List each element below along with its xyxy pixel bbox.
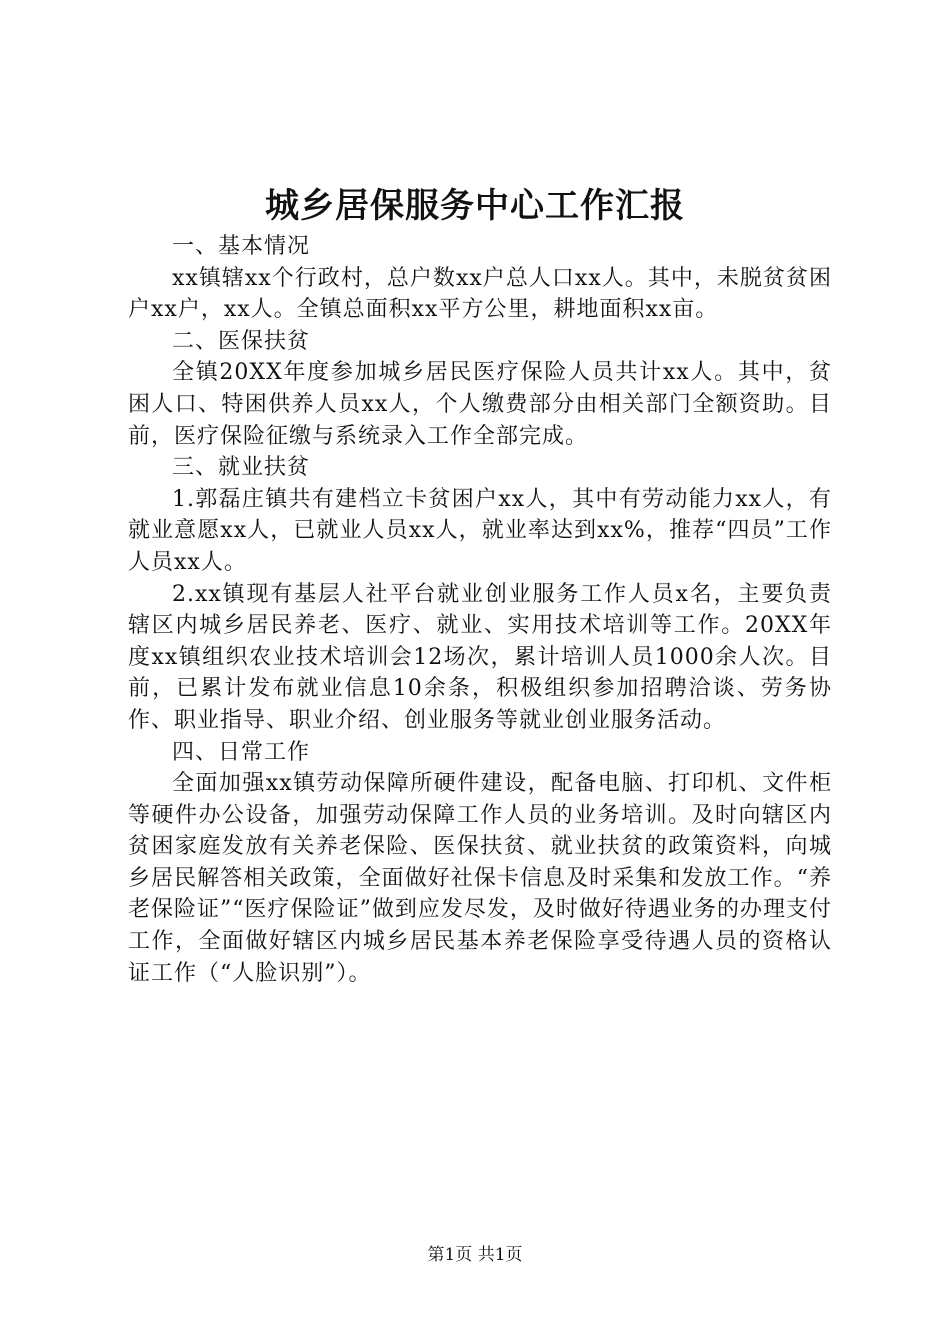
section-heading-basic-situation: 一、基本情况 <box>172 234 311 259</box>
section-heading-daily-work: 四、日常工作 <box>172 739 311 765</box>
page-footer: 第1页 共1页 <box>427 1245 523 1265</box>
section-heading-employment: 三、就业扶贫 <box>172 455 311 481</box>
paragraph-medical-insurance: 全镇20XX年度参加城乡居民医疗保险人员共计xx人。其中，贫困人口、特困供养人员xx人，个人缴费部分由相关部门全额资助。目前，医疗保险征缴与系统录入工作全部完成。 <box>128 360 832 449</box>
document-title: 城乡居保服务中心工作汇报 <box>265 186 685 226</box>
paragraph-employment-1: 1.郭磊庄镇共有建档立卡贫困户xx人，其中有劳动能力xx人，有就业意愿xx人，已就业人员xx人，就业率达到xx%，推荐“四员”工作人员xx人。 <box>128 486 832 575</box>
paragraph-basic-situation: xx镇辖xx个行政村，总户数xx户总人口xx人。其中，未脱贫贫困户xx户，xx人。全镇总面积xx平方公里，耕地面积xx亩。 <box>128 265 832 323</box>
section-heading-medical-insurance: 二、医保扶贫 <box>172 328 311 354</box>
paragraph-daily-work: 全面加强xx镇劳动保障所硬件建设，配备电脑、打印机、文件柜等硬件办公设备，加强劳动保障工作人员的业务培训。及时向辖区内贫困家庭发放有关养老保险、医保扶贫、就业扶贫的政策资料，向城乡居民解答相关政策，全面做好社保卡信息及时采集和发放工作。“养老保险证”“医疗保险证”做到应发尽发，及时做好待遇业务的办理支付工作，全面做好辖区内城乡居民基本养老保险享受待遇人员的资格认证工作（“人脸识别”）。 <box>128 771 832 986</box>
paragraph-employment-2: 2.xx镇现有基层人社平台就业创业服务工作人员x名，主要负责辖区内城乡居民养老、医疗、就业、实用技术培训等工作。20XX年度xx镇组织农业技术培训会12场次，累计培训人员1000余人次。目前，已累计发布就业信息10余条，积极组织参加招聘洽谈、劳务协作、职业指导、职业介绍、创业服务等就业创业服务活动。 <box>128 581 832 733</box>
document-body <box>128 231 832 989</box>
